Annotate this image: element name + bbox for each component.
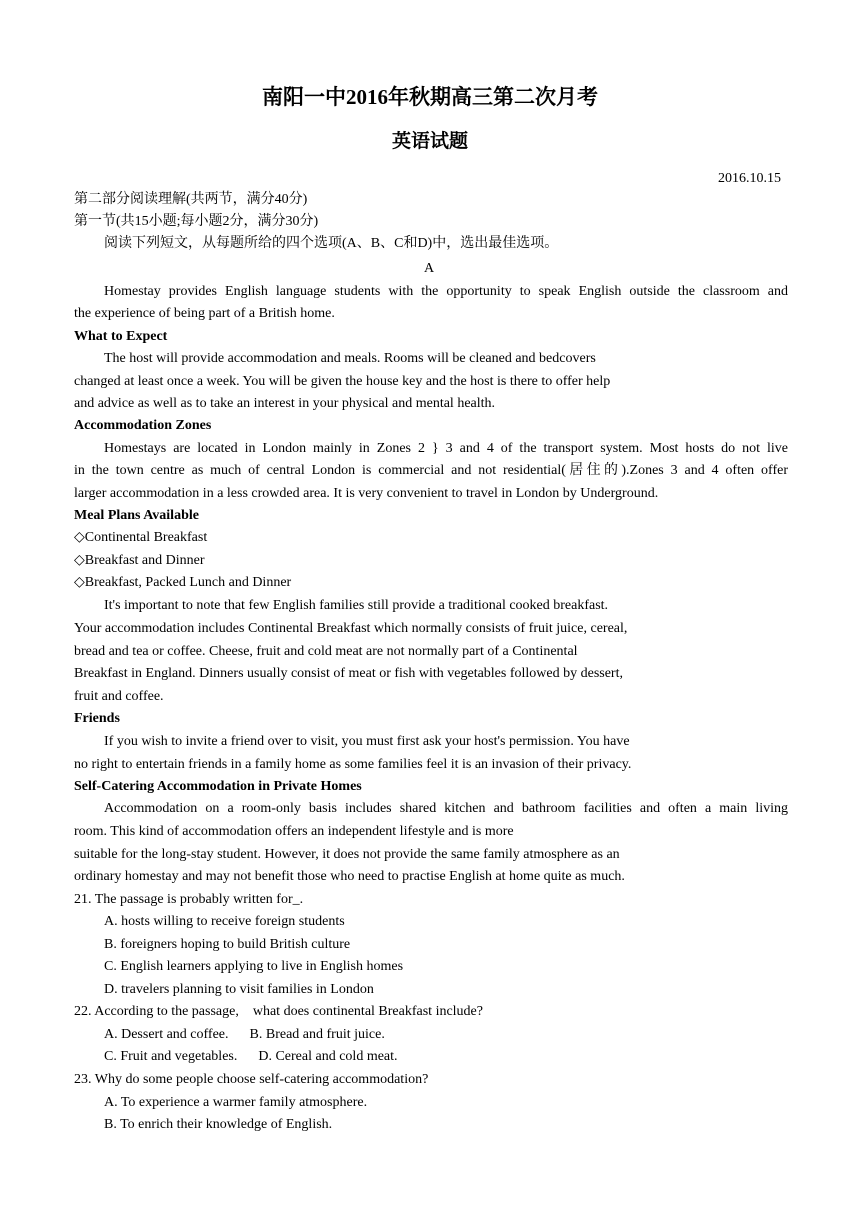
answer-option: A. Dessert and coffee. B. Bread and fruit juice.	[104, 1027, 385, 1042]
paragraph-line: Homestays are located in London mainly in Zones 2 } 3 and 4 of the transport system. Most hosts do not live	[104, 441, 788, 456]
passage-label: A	[424, 261, 435, 276]
exam-title: 南阳一中2016年秋期高三第二次月考	[262, 85, 598, 109]
paragraph-line: and advice as well as to take an interest in your physical and mental health.	[74, 396, 496, 411]
paragraph-line: If you wish to invite a friend over to visit, you must first ask your host's permission. You have	[104, 734, 630, 749]
meal-option: ◇Breakfast, Packed Lunch and Dinner	[74, 575, 292, 590]
section-heading-selfcatering: Self-Catering Accommodation in Private Homes	[74, 779, 362, 794]
section-heading-friends: Friends	[74, 711, 120, 726]
section-heading-meals: Meal Plans Available	[74, 508, 199, 523]
section-instruction: 第一节(共15小题;每小题2分，满分30分)	[74, 214, 319, 229]
question-stem: 22. According to the passage, what does continental Breakfast include?	[74, 1004, 483, 1019]
answer-option: A. hosts willing to receive foreign students	[104, 914, 345, 929]
paragraph-line: changed at least once a week. You will be given the house key and the host is there to offer help	[74, 374, 611, 389]
paragraph-line: The host will provide accommodation and meals. Rooms will be cleaned and bedcovers	[104, 351, 596, 366]
intro-line: the experience of being part of a British home.	[74, 306, 335, 321]
section-heading-zones: Accommodation Zones	[74, 418, 212, 433]
paragraph-line: ordinary homestay and may not benefit those who need to practise English at home quite as much.	[74, 869, 625, 884]
paragraph-line: Your accommodation includes Continental Breakfast which normally consists of fruit juice, cereal,	[74, 621, 628, 636]
paragraph-line: room. This kind of accommodation offers an independent lifestyle and is more	[74, 824, 514, 839]
answer-option: B. foreigners hoping to build British culture	[104, 937, 351, 952]
answer-option: C. Fruit and vegetables. D. Cereal and cold meat.	[104, 1049, 398, 1064]
answer-option: A. To experience a warmer family atmosphere.	[104, 1095, 368, 1110]
answer-option: C. English learners applying to live in English homes	[104, 959, 404, 974]
question-stem: 21. The passage is probably written for_.	[74, 892, 304, 907]
intro-line: Homestay provides English language students with the opportunity to speak English outside the classroom and	[104, 284, 788, 299]
paragraph-line: larger accommodation in a less crowded area. It is very convenient to travel in London by Underground.	[74, 486, 659, 501]
direction-text: 阅读下列短文，从每题所给的四个选项(A、B、C和D)中，选出最佳选项。	[104, 236, 559, 251]
meal-option: ◇Breakfast and Dinner	[74, 553, 205, 568]
paragraph-line: no right to entertain friends in a family home as some families feel it is an invasion of their privacy.	[74, 757, 632, 772]
meal-option: ◇Continental Breakfast	[74, 530, 208, 545]
answer-option: D. travelers planning to visit families in London	[104, 982, 374, 997]
paragraph-line: Breakfast in England. Dinners usually consist of meat or fish with vegetables followed by dessert,	[74, 666, 623, 681]
paragraph-line: in the town centre as much of central London is commercial and not residential(居住的).Zones 3 and 4 often offer	[74, 463, 788, 478]
exam-date: 2016.10.15	[718, 171, 781, 186]
paragraph-line: fruit and coffee.	[74, 689, 164, 704]
part-instruction: 第二部分阅读理解(共两节，满分40分)	[74, 192, 308, 207]
exam-subtitle: 英语试题	[391, 131, 468, 152]
paragraph-line: It's important to note that few English families still provide a traditional cooked breakfast.	[104, 598, 609, 613]
answer-option: B. To enrich their knowledge of English.	[104, 1117, 333, 1132]
paragraph-line: suitable for the long-stay student. However, it does not provide the same family atmosphere as an	[74, 847, 620, 862]
section-heading-expect: What to Expect	[74, 329, 168, 344]
question-stem: 23. Why do some people choose self-catering accommodation?	[74, 1072, 429, 1087]
paragraph-line: bread and tea or coffee. Cheese, fruit and cold meat are not normally part of a Continental	[74, 644, 578, 659]
paragraph-line: Accommodation on a room-only basis includes shared kitchen and bathroom facilities and often a main living	[104, 801, 788, 816]
